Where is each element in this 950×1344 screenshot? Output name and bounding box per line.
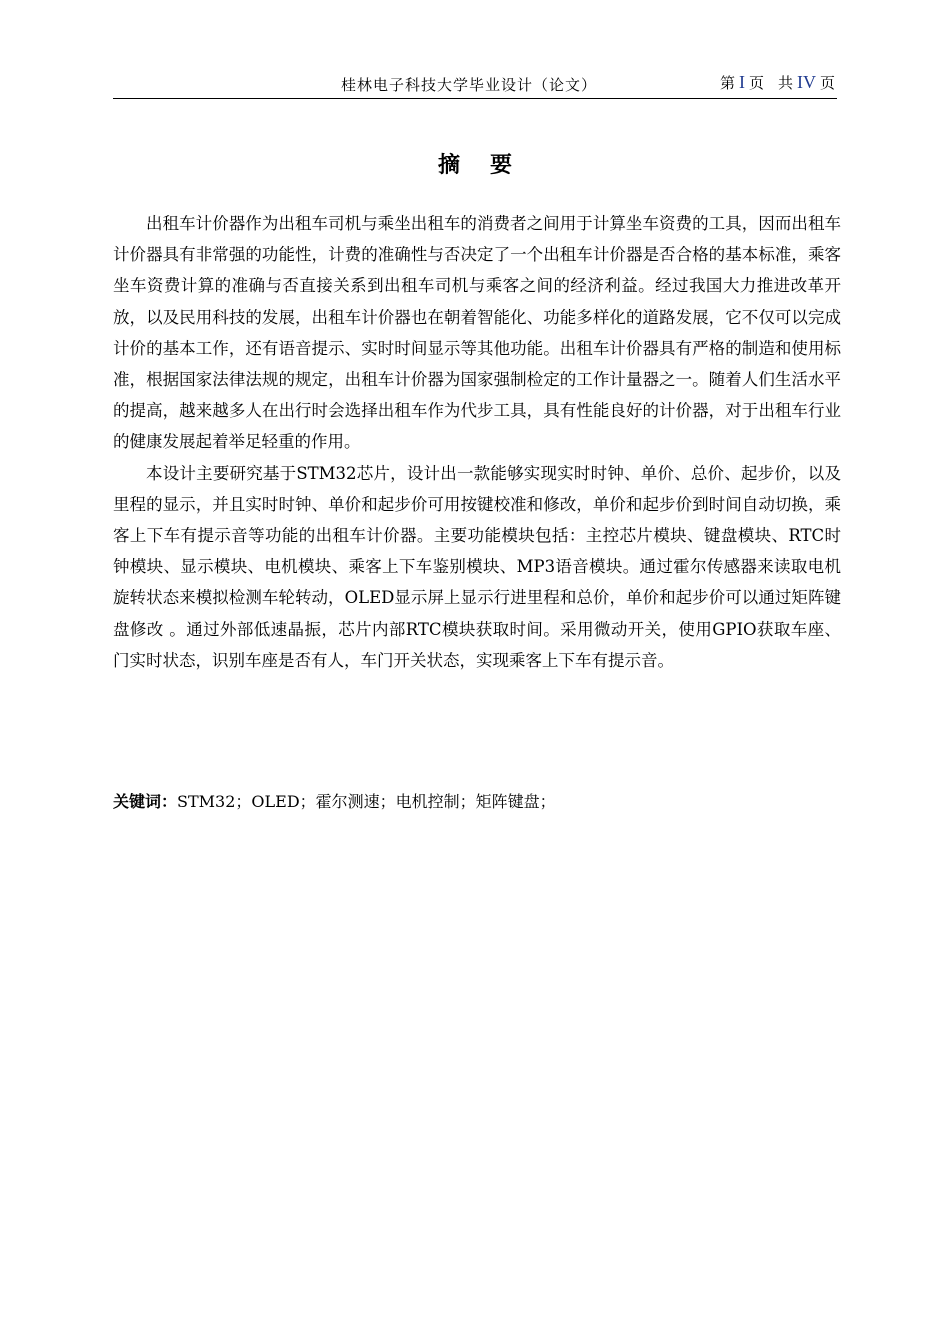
page-indicator [720,72,835,93]
header-title: 桂林电子科技大学毕业设计（论文） [341,76,598,94]
abstract-paragraph-2: 本设计主要研究基于STM32芯片，设计出一款能够实现实时时钟、单价、总价、起步价，以及里程的显示，并且实时时钟、单价和起步价可用按键校准和修改，单价和起步价到时间自动切换，乘客上下车有提示音等功能的出租车计价器。主要功能模块包括：主控芯片模块、键盘模块、RTC时钟模块、显示模块、电机模块、乘客上下车鉴别模块、MP3语音模块。通过霍尔传感器来读取电机旋转状态来模拟检测车轮转动，OLED显示屏上显示行进里程和总价，单价和起步价可以通过矩阵键盘修改 。通过外部低速晶振，芯片内部RTC模块获取时间。采用微动开关，使用GPIO获取车座、门实时状态，识别车座是否有人，车门开关状态，实现乘客上下车有提示音。 [113,463,841,670]
total-prefix: 共 [777,74,793,92]
abstract-paragraph-1: 出租车计价器作为出租车司机与乘坐出租车的消费者之间用于计算坐车资费的工具，因而出租车计价器具有非常强的功能性，计费的准确性与否决定了一个出租车计价器是否合格的基本标准，乘客坐车资费计算的准确与否直接关系到出租车司机与乘客之间的经济利益。经过我国大力推进改革开放，以及民用科技的发展，出租车计价器也在朝着智能化、功能多样化的道路发展，它不仅可以完成计价的基本工作，还有语音提示、实时时间显示等其他功能。出租车计价器具有严格的制造和使用标准，根据国家法律法规的规定，出租车计价器为国家强制检定的工作计量器之一。随着人们生活水平的提高，越来越多人在出行时会选择出租车作为代步工具，具有性能良好的计价器，对于出租车行业的健康发展起着举足轻重的作用。 [113,214,841,452]
abstract-body [113,208,841,676]
total-unit: 页 [819,74,835,92]
page-unit: 页 [748,74,764,92]
current-page-number: I [738,72,745,92]
total-page-number: IV [796,72,816,92]
abstract-heading: 摘要 [437,153,542,178]
keywords-list: STM32；OLED；霍尔测速；电机控制；矩阵键盘； [177,792,556,811]
keywords-label: 关键词： [113,792,178,811]
keywords-line [113,788,841,816]
page-header [113,70,837,99]
page-prefix: 第 [719,74,735,92]
